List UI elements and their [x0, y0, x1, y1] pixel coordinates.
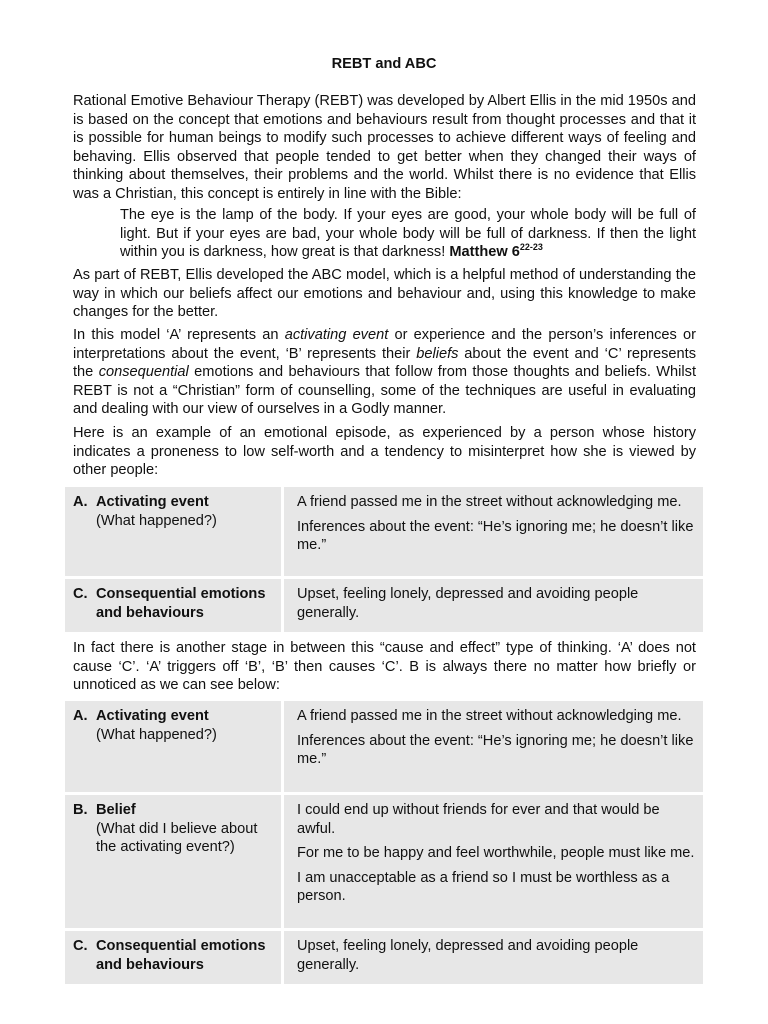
- row-text: I could end up without friends for ever and that would be awful.: [297, 802, 660, 837]
- row-letter: C.: [73, 938, 88, 954]
- quote-reference: Matthew 6$^{22-23}$: [449, 242, 543, 261]
- model-paragraph: In this model ‘A’ represents an activating event or experience and the person’s inferences or interpretations about the event, ‘B’ represents their beliefs about the event and ‘C’ represents the consequential emotions and behaviours that follow from those thoughts and beliefs. Whilst REBT is not a “Christian” form of counselling, some of the techniques are useful in evaluating and dealing with our view of ourselves in a Godly manner.: [73, 327, 697, 418]
- row-text: A friend passed me in the street without acknowledging me.: [297, 494, 682, 510]
- row-text: A friend passed me in the street without acknowledging me.: [297, 708, 682, 724]
- table-row: [65, 795, 703, 931]
- row-heading: Activating event: [96, 708, 209, 724]
- row-text: Inferences about the event: “He’s ignoring me; he doesn’t like me.”: [297, 732, 694, 768]
- row-subheading: (What happened?): [96, 512, 217, 529]
- table-row: [65, 579, 703, 632]
- row-letter: B.: [73, 802, 88, 818]
- quote-text: The eye is the lamp of the body. If your eyes are good, your whole body will be full of light. But if your eyes are bad, your whole body will be full of darkness. If then the light within you is darkness, how great is that darkness!: [120, 207, 696, 261]
- table-row: [65, 701, 703, 795]
- row-text: Upset, feeling lonely, depressed and avoiding people generally.: [297, 938, 639, 973]
- row-text: For me to be happy and feel worthwhile, people must like me.: [297, 845, 695, 862]
- abc-table-simple: [65, 487, 703, 632]
- row-letter: C.: [73, 586, 88, 602]
- row-heading: Belief: [96, 802, 136, 818]
- row-subheading: (What happened?): [96, 726, 217, 743]
- bible-quote: [120, 206, 696, 262]
- page-title: REBT and ABC: [331, 56, 437, 72]
- abc-table-full: [65, 701, 703, 984]
- row-text: Inferences about the event: “He’s ignoring me; he doesn’t like me.”: [297, 518, 694, 554]
- row-letter: A.: [73, 494, 88, 510]
- row-subheading: (What did I believe about the activating event?): [96, 820, 258, 856]
- table-row: [65, 487, 703, 579]
- abc-model-paragraph: As part of REBT, Ellis developed the ABC model, which is a helpful method of understanding the way in which our beliefs affect our emotions and behaviour and, using this knowledge to make changes for the better.: [73, 267, 696, 321]
- row-text: Upset, feeling lonely, depressed and avoiding people generally.: [297, 586, 639, 621]
- intro-paragraph: Rational Emotive Behaviour Therapy (REBT) was developed by Albert Ellis in the mid 1950s and is based on the concept that emotions and behaviours result from thought processes and that it is possible for human beings to modify such processes to achieve different ways of feeling and behaving. Ellis observed that people tended to get better when they changed their ways of thinking about themselves, their problems and the world. Whilst there is no evidence that Ellis was a Christian, this concept is entirely in line with the Bible:: [73, 93, 696, 202]
- stage-paragraph: In fact there is another stage in between this “cause and effect” type of thinking. ‘A’ does not cause ‘C’. ‘A’ triggers off ‘B’, ‘B’ then causes ‘C’. B is always there no matter how briefly or unnoticed as we can see below:: [73, 640, 696, 694]
- row-heading: Activating event: [96, 494, 209, 510]
- table-row: [65, 931, 703, 984]
- row-heading: Consequential emotions and behaviours: [96, 586, 266, 621]
- row-letter: A.: [73, 708, 88, 724]
- row-heading: Consequential emotions and behaviours: [96, 938, 266, 973]
- row-text: I am unacceptable as a friend so I must be worthless as a person.: [297, 869, 670, 905]
- example-paragraph: Here is an example of an emotional episode, as experienced by a person whose history indicates a proneness to low self-worth and a tendency to misinterpret how she is viewed by other people:: [73, 425, 696, 479]
